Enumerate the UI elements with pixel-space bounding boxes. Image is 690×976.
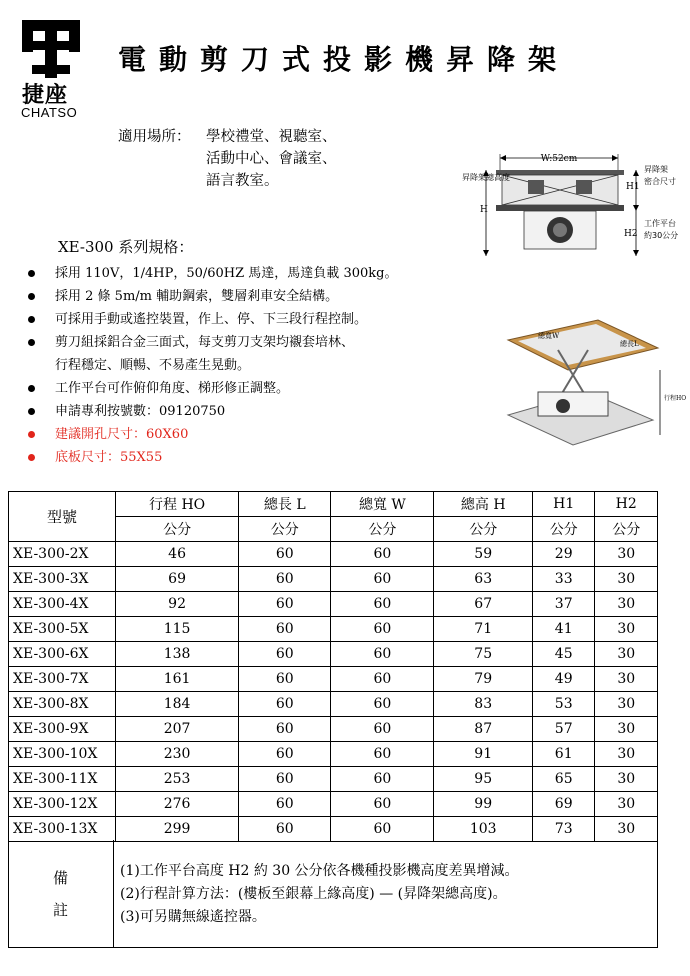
value-cell: 60 (331, 792, 434, 817)
unit-header: 公分 (434, 517, 532, 542)
svg-text:昇降架: 昇降架 (644, 165, 668, 174)
value-cell: 33 (532, 567, 595, 592)
value-cell: 60 (331, 767, 434, 792)
bullet-icon (28, 408, 35, 415)
specs-list (28, 262, 397, 469)
table-row (9, 717, 658, 742)
unit-header: 公分 (239, 517, 331, 542)
bullet-icon (28, 293, 35, 300)
model-cell: XE-300-3X (9, 567, 116, 592)
spec-item: 採用 110V，1/4HP，50/60HZ 馬達，馬達負載 300kg。 (28, 262, 397, 285)
table-row (9, 592, 658, 617)
model-cell: XE-300-8X (9, 692, 116, 717)
value-cell: 83 (434, 692, 532, 717)
value-cell: 60 (331, 567, 434, 592)
value-cell: 60 (239, 717, 331, 742)
value-cell: 30 (595, 767, 658, 792)
model-cell: XE-300-2X (9, 542, 116, 567)
value-cell: 207 (116, 717, 239, 742)
table-row (9, 642, 658, 667)
column-header: 總高 H (434, 492, 532, 517)
value-cell: 60 (239, 667, 331, 692)
model-cell: XE-300-9X (9, 717, 116, 742)
usage-label: 適用場所： (118, 129, 191, 145)
value-cell: 30 (595, 567, 658, 592)
model-cell: XE-300-7X (9, 667, 116, 692)
table-row (9, 817, 658, 842)
notes-label: 備 註 (8, 840, 114, 948)
value-cell: 299 (116, 817, 239, 842)
bullet-icon (28, 431, 35, 438)
svg-text:H2: H2 (624, 229, 638, 239)
value-cell: 41 (532, 617, 595, 642)
value-cell: 103 (434, 817, 532, 842)
value-cell: 79 (434, 667, 532, 692)
svg-text:約30公分: 約30公分 (644, 231, 679, 240)
table-row (9, 542, 658, 567)
product-illustration (478, 320, 687, 465)
bullet-icon (28, 270, 35, 277)
value-cell: 30 (595, 817, 658, 842)
value-cell: 60 (239, 592, 331, 617)
spec-table (8, 491, 658, 842)
value-cell: 37 (532, 592, 595, 617)
usage-section (118, 126, 337, 192)
value-cell: 63 (434, 567, 532, 592)
svg-text:行程HO: 行程HO (664, 395, 687, 402)
value-cell: 60 (239, 542, 331, 567)
value-cell: 92 (116, 592, 239, 617)
column-header: 行程 HO (116, 492, 239, 517)
unit-header: 公分 (532, 517, 595, 542)
usage-line: 活動中心、會議室、 (206, 151, 337, 167)
value-cell: 161 (116, 667, 239, 692)
table-row (9, 692, 658, 717)
model-cell: XE-300-6X (9, 642, 116, 667)
value-cell: 60 (331, 692, 434, 717)
model-cell: XE-300-13X (9, 817, 116, 842)
unit-header: 公分 (331, 517, 434, 542)
value-cell: 60 (239, 617, 331, 642)
value-cell: 60 (239, 817, 331, 842)
value-cell: 60 (331, 642, 434, 667)
column-header: 總寬 W (331, 492, 434, 517)
value-cell: 61 (532, 742, 595, 767)
table-row (9, 567, 658, 592)
value-cell: 67 (434, 592, 532, 617)
value-cell: 30 (595, 542, 658, 567)
svg-text:H: H (480, 205, 488, 215)
value-cell: 57 (532, 717, 595, 742)
usage-line: 語言教室。 (206, 173, 279, 189)
svg-text:密合尺寸: 密合尺寸 (644, 177, 676, 186)
value-cell: 30 (595, 592, 658, 617)
spec-item: 行程穩定、順暢、不易產生晃動。 (55, 358, 251, 373)
unit-header: 公分 (116, 517, 239, 542)
svg-text:總長L: 總長L (620, 340, 639, 348)
value-cell: 184 (116, 692, 239, 717)
unit-header: 公分 (595, 517, 658, 542)
spec-item-highlight: 建議開孔尺寸：60X60 (28, 423, 397, 446)
value-cell: 65 (532, 767, 595, 792)
value-cell: 30 (595, 617, 658, 642)
svg-text:W:52cm: W:52cm (540, 154, 578, 164)
brand-name-en: CHATSO (21, 105, 78, 120)
value-cell: 60 (239, 792, 331, 817)
value-cell: 253 (116, 767, 239, 792)
note-item: (1)工作平台高度 H2 約 30 公分依各機種投影機高度差異增減。 (120, 863, 519, 879)
value-cell: 45 (532, 642, 595, 667)
value-cell: 60 (239, 642, 331, 667)
model-header: 型號 (9, 492, 116, 542)
value-cell: 30 (595, 792, 658, 817)
note-item: (3)可另購無線遙控器。 (120, 909, 266, 925)
value-cell: 69 (532, 792, 595, 817)
model-cell: XE-300-10X (9, 742, 116, 767)
value-cell: 138 (116, 642, 239, 667)
notes-list (120, 860, 519, 929)
value-cell: 60 (331, 617, 434, 642)
value-cell: 73 (532, 817, 595, 842)
value-cell: 95 (434, 767, 532, 792)
value-cell: 60 (239, 567, 331, 592)
caption-left: 昇降架總高度 (462, 173, 510, 182)
usage-line: 學校禮堂、視聽室、 (206, 129, 337, 145)
value-cell: 60 (331, 542, 434, 567)
value-cell: 60 (239, 767, 331, 792)
svg-text:H1: H1 (626, 182, 640, 192)
value-cell: 75 (434, 642, 532, 667)
value-cell: 30 (595, 667, 658, 692)
value-cell: 99 (434, 792, 532, 817)
value-cell: 87 (434, 717, 532, 742)
spec-item: 剪刀組採鋁合金三面式，每支剪刀支架均襯套培林、 (28, 331, 397, 354)
value-cell: 115 (116, 617, 239, 642)
bullet-icon (28, 385, 35, 392)
table-row (9, 792, 658, 817)
value-cell: 30 (595, 692, 658, 717)
value-cell: 60 (331, 667, 434, 692)
model-cell: XE-300-11X (9, 767, 116, 792)
svg-text:工作平台: 工作平台 (644, 219, 676, 228)
value-cell: 60 (239, 742, 331, 767)
model-cell: XE-300-12X (9, 792, 116, 817)
table-row (9, 767, 658, 792)
value-cell: 60 (239, 692, 331, 717)
value-cell: 59 (434, 542, 532, 567)
value-cell: 230 (116, 742, 239, 767)
value-cell: 60 (331, 717, 434, 742)
value-cell: 49 (532, 667, 595, 692)
model-cell: XE-300-4X (9, 592, 116, 617)
value-cell: 53 (532, 692, 595, 717)
specs-title: XE-300 系列規格： (58, 238, 194, 256)
value-cell: 29 (532, 542, 595, 567)
page-title: 電動剪刀式投影機昇降架 (118, 43, 570, 76)
column-header: H1 (532, 492, 595, 517)
value-cell: 60 (331, 742, 434, 767)
value-cell: 91 (434, 742, 532, 767)
bullet-icon (28, 454, 35, 461)
spec-item: 可採用手動或遙控裝置，作上、停、下三段行程控制。 (28, 308, 397, 331)
bullet-icon (28, 339, 35, 346)
model-cell: XE-300-5X (9, 617, 116, 642)
table-row (9, 742, 658, 767)
value-cell: 60 (331, 817, 434, 842)
spec-item: 工作平台可作俯仰角度、梯形修正調整。 (28, 377, 397, 400)
value-cell: 46 (116, 542, 239, 567)
value-cell: 71 (434, 617, 532, 642)
value-cell: 30 (595, 642, 658, 667)
bullet-icon (28, 316, 35, 323)
column-header: H2 (595, 492, 658, 517)
svg-text:總寬W: 總寬W (538, 332, 560, 340)
spec-item: 申請專利按號數：09120750 (28, 400, 397, 423)
value-cell: 30 (595, 742, 658, 767)
value-cell: 60 (331, 592, 434, 617)
note-item: (2)行程計算方法：(樓板至銀幕上緣高度) — (昇降架總高度)。 (120, 886, 507, 902)
brand-name: 捷座 (22, 83, 69, 108)
dimension-diagram (458, 148, 678, 264)
spec-item-highlight: 底板尺寸：55X55 (28, 446, 397, 469)
value-cell: 30 (595, 717, 658, 742)
table-row (9, 667, 658, 692)
column-header: 總長 L (239, 492, 331, 517)
value-cell: 69 (116, 567, 239, 592)
spec-item: 採用 2 條 5m/m 輔助鋼索，雙層剎車安全結構。 (28, 285, 397, 308)
value-cell: 276 (116, 792, 239, 817)
table-row (9, 617, 658, 642)
